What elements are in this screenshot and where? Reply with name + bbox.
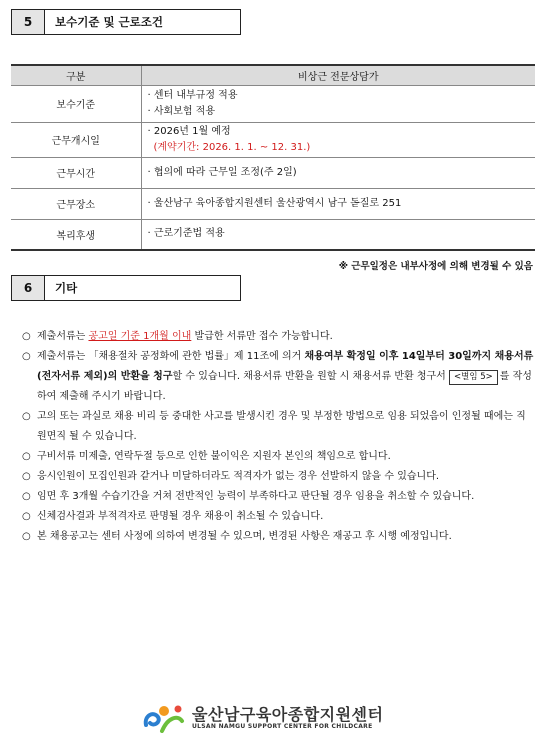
list-item: ○ 고의 또는 과실로 채용 비리 등 중대한 사고를 발생시킨 경우 및 부정한 방법으로 임용 되었음이 인정될 때에는 직원면직 될 수 있습니다.	[22, 407, 534, 447]
list-item: ○ 제출서류는 공고일 기준 1개월 이내 발급한 서류만 접수 가능합니다.	[22, 327, 534, 347]
contract-period: (계약기간: 2026. 1. 1. ~ 12. 31.)	[153, 141, 311, 153]
row-label: 보수기준	[11, 85, 141, 122]
circle-bullet-icon: ○	[22, 411, 31, 422]
list-item: ○ 응시인원이 모집인원과 같거나 미달하더라도 적격자가 없는 경우 선발하지 않을 수 있습니다.	[22, 467, 534, 487]
header-position: 비상근 전문상담가	[141, 65, 535, 85]
circle-bullet-icon: ○	[22, 531, 31, 542]
list-item: ○ 구비서류 미제출, 연락두절 등으로 인한 불이익은 지원자 본인의 책임으로 합니다.	[22, 447, 534, 467]
row-value: · 협의에 따라 근무일 조정(주 2일)	[141, 157, 535, 188]
schedule-note: ※ 근무일정은 내부사정에 의해 변경될 수 있음	[338, 261, 533, 272]
form-tag: <별임 5>	[449, 370, 498, 385]
circle-bullet-icon: ○	[22, 491, 31, 502]
section-title: 기타	[45, 275, 241, 301]
header-category: 구분	[11, 65, 141, 85]
center-logo-icon	[142, 703, 186, 733]
table-row	[11, 157, 535, 188]
circle-bullet-icon: ○	[22, 451, 31, 462]
row-line: · 사회보험 적용	[147, 105, 215, 117]
table-header-row	[11, 65, 535, 85]
deadline-highlight: 공고일 기준 1개월 이내	[88, 331, 192, 342]
center-name-english: ULSAN NAMGU SUPPORT CENTER FOR CHILDCARE	[192, 723, 373, 730]
circle-bullet-icon: ○	[22, 351, 31, 362]
table-row	[11, 85, 535, 122]
row-value: · 울산남구 육아종합지원센터 울산광역시 남구 돋질로 251	[141, 188, 535, 219]
section-6-header	[11, 275, 241, 301]
row-label: 근무시간	[11, 157, 141, 188]
circle-bullet-icon: ○	[22, 511, 31, 522]
row-value	[141, 122, 535, 157]
list-item: ○ 임면 후 3개월 수습기간을 거쳐 전반적인 능력이 부족하다고 판단될 경우 임용을 취소할 수 있습니다.	[22, 487, 534, 507]
row-value: · 근로기준법 적용	[141, 219, 535, 250]
conditions-table	[11, 64, 535, 251]
row-label: 근무장소	[11, 188, 141, 219]
row-line: · 2026년 1월 예정	[147, 125, 231, 137]
circle-bullet-icon: ○	[22, 471, 31, 482]
section-title: 보수기준 및 근로조건	[45, 9, 241, 35]
center-name: 울산남구육아종합지원센터	[192, 705, 384, 724]
list-item: ○ 신체검사결과 부적격자로 판명될 경우 채용이 취소될 수 있습니다.	[22, 507, 534, 527]
list-item: ○ 제출서류는 「채용절차 공정화에 관한 법률」제 11조에 의거 채용여부 확정일 이후 14일부터 30일까지 채용서류(전자서류 제외)의 반환을 청구할 수 있습니다. 채용서류 반환을 원할 시 채용서류 반환 청구서 <별임 5> 를 작성하여 제출해 주시기 바랍니다.	[22, 347, 534, 407]
list-item: ○ 본 채용공고는 센터 사정에 의하여 변경될 수 있으며, 변경된 사항은 재공고 후 시행 예정입니다.	[22, 527, 534, 547]
row-value	[141, 85, 535, 122]
table-row	[11, 219, 535, 250]
section-5-header	[11, 9, 241, 35]
circle-bullet-icon: ○	[22, 331, 31, 342]
table-row	[11, 122, 535, 157]
row-label: 복리후생	[11, 219, 141, 250]
section-number: 5	[11, 9, 45, 35]
center-logo	[142, 703, 383, 733]
return-claim-highlight: 채용여부 확정일 이후 14일부터 30일까지 채용서류(전자서류 제외)의 반환을 청구	[37, 351, 534, 382]
notice-list	[22, 327, 534, 547]
row-line: · 센터 내부규정 적용	[147, 89, 238, 101]
row-label: 근무개시일	[11, 122, 141, 157]
table-row	[11, 188, 535, 219]
section-number: 6	[11, 275, 45, 301]
